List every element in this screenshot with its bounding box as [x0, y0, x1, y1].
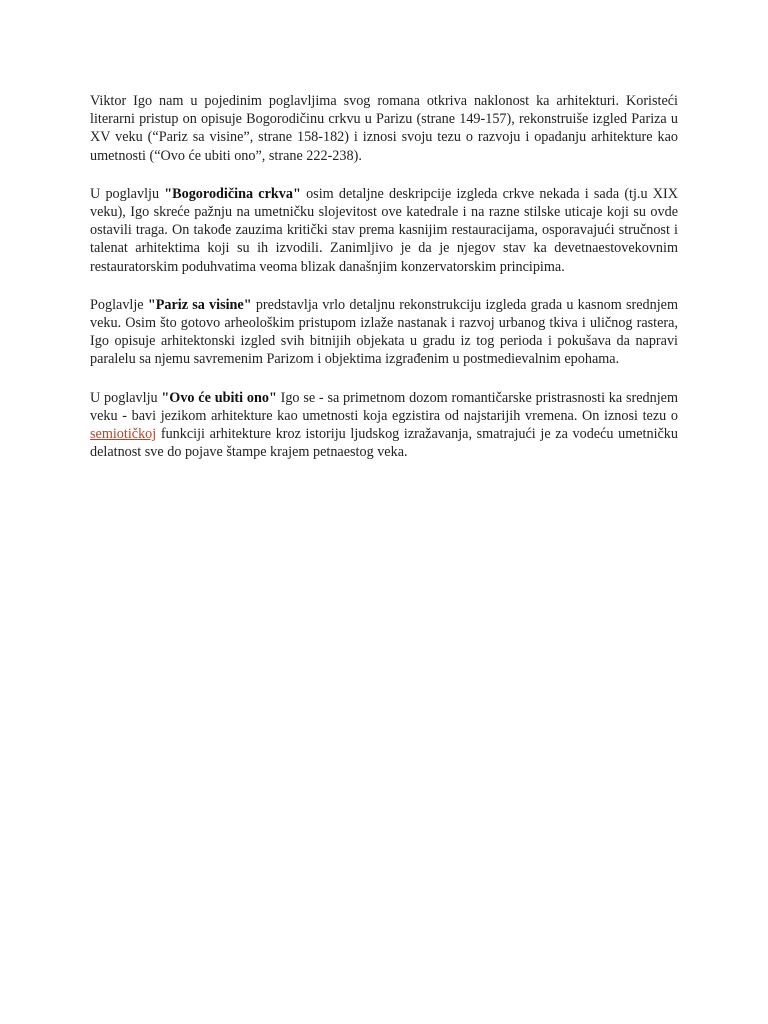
paragraph-ovo-ce-ubiti-ono — [90, 389, 678, 462]
paragraph-text: U poglavlju — [90, 389, 162, 406]
chapter-title-pariz-sa-visine: "Pariz sa visine" — [147, 296, 252, 313]
paragraph-text: funkciji arhitekture kroz istoriju ljudskog izražavanja, smatrajući je za vodeću umetničku delatnost sve do pojave štampe krajem petnaestog veka. — [90, 426, 678, 461]
paragraph-intro — [90, 92, 678, 165]
chapter-title-bogorodicina-crkva: "Bogorodičina crkva" — [164, 185, 301, 202]
paragraph-pariz-sa-visine — [90, 296, 678, 369]
semioticki-link[interactable]: semiotičkoj — [90, 426, 157, 443]
paragraph-text: Igo se - sa primetnom dozom romantičarske pristrasnosti ka srednjem veku - bavi jezikom arhitekture kao umetnosti koja egzistira od najstarijih vremena. On iznosi tezu o — [90, 389, 678, 424]
paragraph-text: predstavlja vrlo detaljnu rekonstrukciju izgleda grada u kasnom srednjem veku. Osim što gotovo arheološkim pristupom izlaže nastanak i razvoj urbanog tkiva i uličnog rastera, Igo opisuje arhitektonski izgled svih bitnijih objekata u gradu iz tog perioda i pokušava da napravi paralelu sa njemu savremenim Parizom i objektima izgrađenim u postmedievalnim epohama. — [90, 296, 679, 368]
document-body — [90, 92, 678, 481]
paragraph-intro-text: Viktor Igo nam u pojedinim poglavljima svog romana otkriva naklonost ka arhitekturi. Koristeći literarni pristup on opisuje Bogorodičinu crkvu u Parizu (strane 149-157), rekonstruiše izgled Pariza u XV veku (“Pariz sa visine”, strane 158-182) i iznosi svoju tezu o razvoju i opadanju arhitekture kao umetnosti (“Ovo će ubiti ono”, strane 222-238). — [90, 93, 678, 164]
paragraph-text: Poglavlje — [90, 296, 148, 313]
paragraph-text: osim detaljne deskripcije izgleda crkve nekada i sada (tj.u XIX veku), Igo skreće pažnju na umetničku slojevitost ove katedrale i na razne stilske uticaje koji su ovde ostavili traga. On takođe zauzima kritički stav prema kasnijim restauracijama, osporavajući stručnost i talenat arhitektima koji su ih izvodili. Zanimljivo je da je njegov stav ka devetnaestovekovnim restauratorskim poduhvatima veoma blizak današnjim konzervatorskim principima. — [90, 185, 679, 275]
chapter-title-ovo-ce-ubiti-ono: "Ovo će ubiti ono" — [161, 389, 277, 406]
paragraph-bogorodicina-crkva — [90, 185, 678, 276]
paragraph-text: U poglavlju — [90, 185, 165, 202]
